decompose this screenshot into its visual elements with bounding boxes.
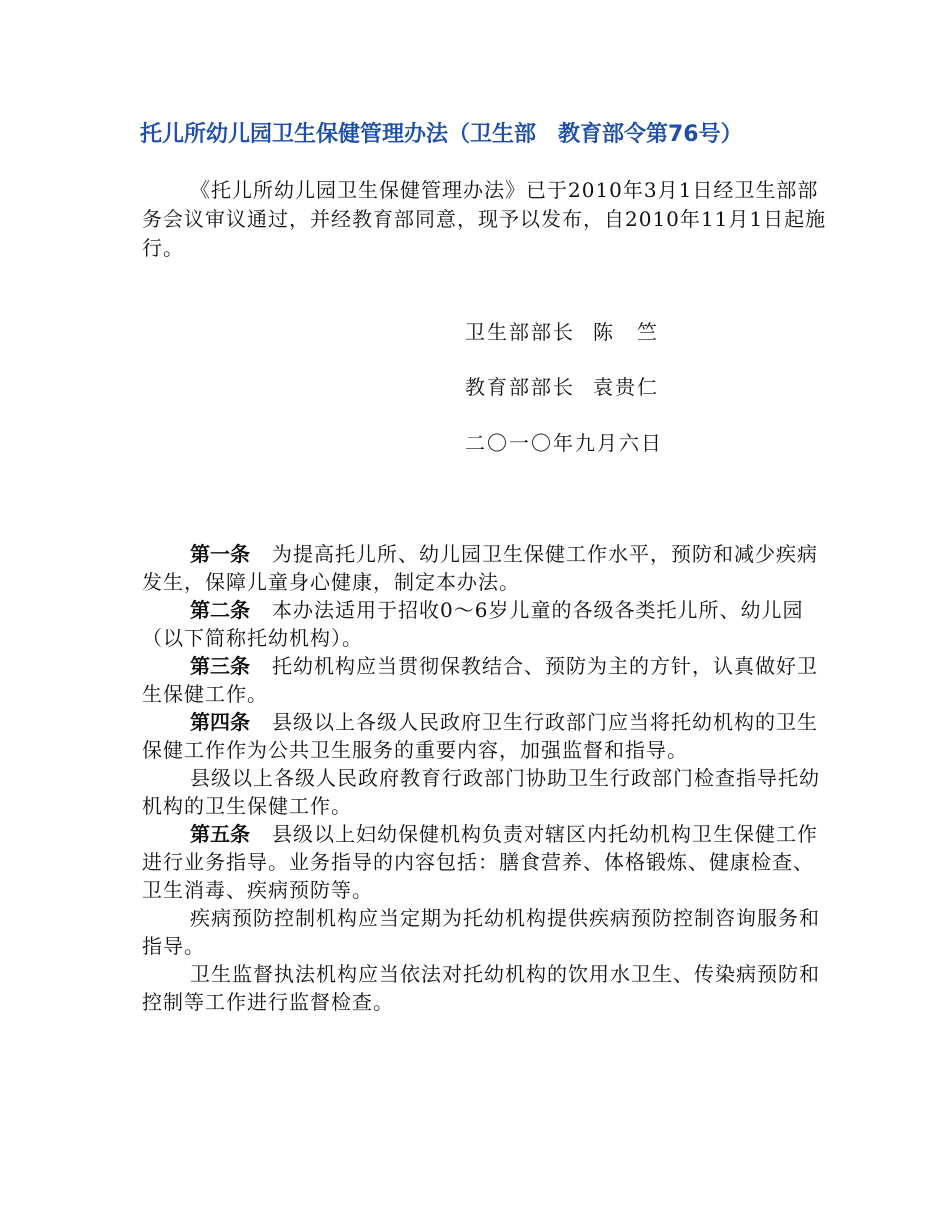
- article-paragraph: [142, 960, 832, 1016]
- article-paragraph: [142, 596, 832, 652]
- article-text: 本办法适用于招收0～6岁儿童的各级各类托儿所、幼儿园（以下简称托幼机构）。: [142, 598, 804, 650]
- signature-role: 卫生部部长: [465, 320, 575, 344]
- signature-name: 陈 竺: [593, 320, 659, 344]
- article-paragraph: [142, 652, 832, 708]
- article-text: 县级以上各级人民政府卫生行政部门应当将托幼机构的卫生保健工作作为公共卫生服务的重要内容，加强监督和指导。: [142, 710, 818, 762]
- article-text: 托幼机构应当贯彻保教结合、预防为主的方针，认真做好卫生保健工作。: [142, 654, 818, 706]
- document-title: 托儿所幼儿园卫生保健管理办法（卫生部 教育部令第76号）: [140, 122, 743, 147]
- article-number: 第二条: [190, 598, 250, 622]
- article-text: 县级以上妇幼保健机构负责对辖区内托幼机构卫生保健工作进行业务指导。业务指导的内容包括：膳食营养、体格锻炼、健康检查、卫生消毒、疾病预防等。: [142, 822, 818, 902]
- articles-body: [142, 540, 832, 1016]
- article-text: 卫生监督执法机构应当依法对托幼机构的饮用水卫生、传染病预防和控制等工作进行监督检查。: [142, 962, 820, 1014]
- article-number: 第四条: [190, 710, 250, 734]
- article-paragraph: [142, 708, 832, 764]
- article-text: 为提高托儿所、幼儿园卫生保健工作水平，预防和减少疾病发生，保障儿童身心健康，制定本办法。: [142, 542, 818, 594]
- signature-education-minister: [465, 373, 659, 401]
- article-number: 第三条: [190, 654, 250, 678]
- article-text: 县级以上各级人民政府教育行政部门协助卫生行政部门检查指导托幼机构的卫生保健工作。: [142, 766, 820, 818]
- article-text: 疾病预防控制机构应当定期为托幼机构提供疾病预防控制咨询服务和指导。: [142, 906, 820, 958]
- signature-role: 教育部部长: [465, 375, 575, 399]
- article-number: 第五条: [190, 822, 250, 846]
- article-paragraph: [142, 540, 832, 596]
- intro-paragraph: 《托儿所幼儿园卫生保健管理办法》已于2010年3月1日经卫生部部务会议审议通过，并经教育部同意，现予以发布，自2010年11月1日起施行。: [142, 178, 827, 260]
- signature-date: 二〇一〇年九月六日: [465, 431, 663, 455]
- signature-health-minister: [465, 318, 659, 346]
- article-paragraph: [142, 764, 832, 820]
- article-number: 第一条: [190, 542, 250, 566]
- article-paragraph: [142, 820, 832, 904]
- signature-name: 袁贵仁: [593, 375, 659, 399]
- article-paragraph: [142, 904, 832, 960]
